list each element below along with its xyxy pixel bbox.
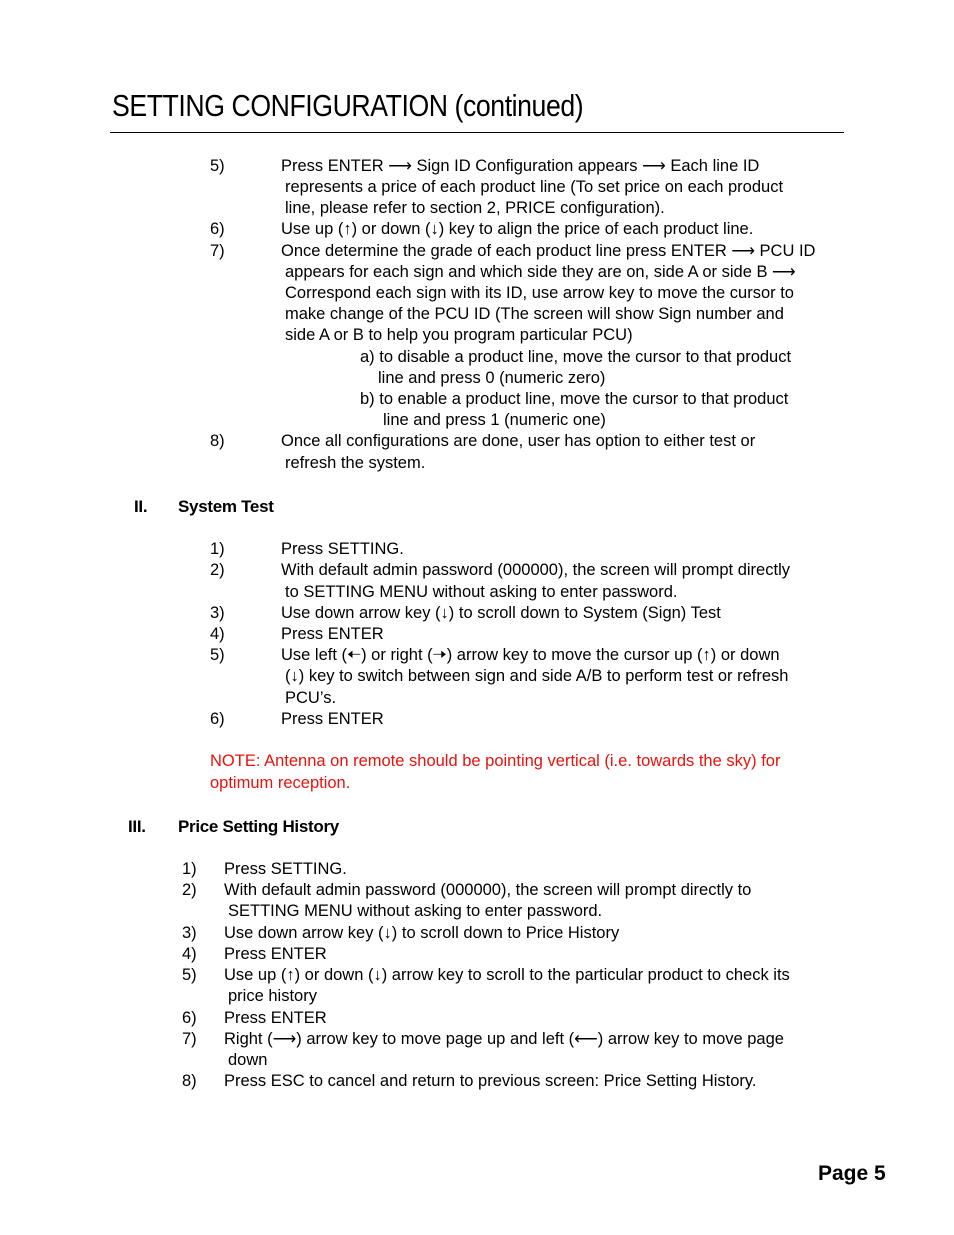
step-text: (↓) key to switch between sign and side A/B to perform test or refresh	[285, 667, 789, 685]
step-text: Press ENTER ⟶ Sign ID Configuration appears ⟶ Each line ID	[281, 157, 760, 175]
step-number: 8)	[210, 432, 225, 450]
step-text: Press ENTER	[281, 710, 384, 728]
section-numeral: III.	[128, 817, 146, 836]
step-text: Once all configurations are done, user has option to either test or	[281, 432, 756, 450]
step-number: 5)	[182, 966, 197, 984]
step-text: With default admin password (000000), the screen will prompt directly to	[224, 881, 752, 899]
step-text: down	[228, 1051, 268, 1069]
step-number: 2)	[182, 881, 197, 899]
step-text: Use down arrow key (↓) to scroll down to System (Sign) Test	[281, 604, 721, 622]
step-number: 2)	[210, 561, 225, 579]
step-text: price history	[228, 987, 317, 1005]
page-number: Page 5	[818, 1162, 886, 1185]
section-numeral: II.	[134, 497, 148, 516]
step-number: 6)	[210, 220, 225, 238]
step-text: Use down arrow key (↓) to scroll down to Price History	[224, 924, 620, 942]
substep-text: a) to disable a product line, move the cursor to that product	[360, 348, 792, 366]
step-text: Press ESC to cancel and return to previous screen: Price Setting History.	[224, 1072, 757, 1090]
step-text: Press SETTING.	[224, 860, 347, 878]
step-text: Use left (🠠) or right (🠢) arrow key to move the cursor up (↑) or down	[281, 646, 780, 664]
step-number: 1)	[182, 860, 197, 878]
step-number: 4)	[182, 945, 197, 963]
substep-text: line and press 1 (numeric one)	[383, 411, 606, 429]
step-number: 4)	[210, 625, 225, 643]
step-text: PCU’s.	[285, 689, 337, 707]
section-heading: Price Setting History	[178, 817, 339, 836]
step-number: 5)	[210, 157, 225, 175]
step-number: 3)	[182, 924, 197, 942]
step-text: refresh the system.	[285, 454, 426, 472]
step-text: Right (⟶) arrow key to move page up and left (⟵) arrow key to move page	[224, 1030, 784, 1048]
step-text: SETTING MENU without asking to enter password.	[228, 902, 603, 920]
step-number: 6)	[182, 1009, 197, 1027]
section-heading: System Test	[178, 497, 274, 516]
step-number: 8)	[182, 1072, 197, 1090]
step-text: Once determine the grade of each product line press ENTER ⟶ PCU ID	[281, 242, 816, 260]
substep-text: b) to enable a product line, move the cursor to that product	[360, 390, 789, 408]
step-text: make change of the PCU ID (The screen will show Sign number and	[285, 305, 784, 323]
step-text: Use up (↑) or down (↓) arrow key to scroll to the particular product to check its	[224, 966, 790, 984]
step-number: 7)	[210, 242, 225, 260]
step-text: With default admin password (000000), the screen will prompt directly	[281, 561, 790, 579]
step-text: Correspond each sign with its ID, use arrow key to move the cursor to	[285, 284, 794, 302]
step-text: appears for each sign and which side they are on, side A or side B ⟶	[285, 263, 796, 281]
antenna-note: NOTE: Antenna on remote should be pointing vertical (i.e. towards the sky) for optimum reception.	[210, 752, 781, 792]
step-text: Use up (↑) or down (↓) key to align the price of each product line.	[281, 220, 754, 238]
step-text: to SETTING MENU without asking to enter password.	[285, 583, 678, 601]
page-title: SETTING CONFIGURATION (continued)	[112, 88, 584, 123]
step-text: Press ENTER	[281, 625, 384, 643]
step-number: 1)	[210, 540, 225, 558]
step-text: line, please refer to section 2, PRICE configuration).	[285, 199, 665, 217]
step-number: 6)	[210, 710, 225, 728]
step-text: Press ENTER	[224, 945, 327, 963]
step-text: represents a price of each product line (To set price on each product	[285, 178, 784, 196]
step-number: 3)	[210, 604, 225, 622]
title-divider	[110, 132, 844, 133]
step-text: side A or B to help you program particular PCU)	[285, 326, 633, 344]
step-text: Press SETTING.	[281, 540, 404, 558]
step-number: 7)	[182, 1030, 197, 1048]
step-number: 5)	[210, 646, 225, 664]
step-text: Press ENTER	[224, 1009, 327, 1027]
substep-text: line and press 0 (numeric zero)	[378, 369, 606, 387]
